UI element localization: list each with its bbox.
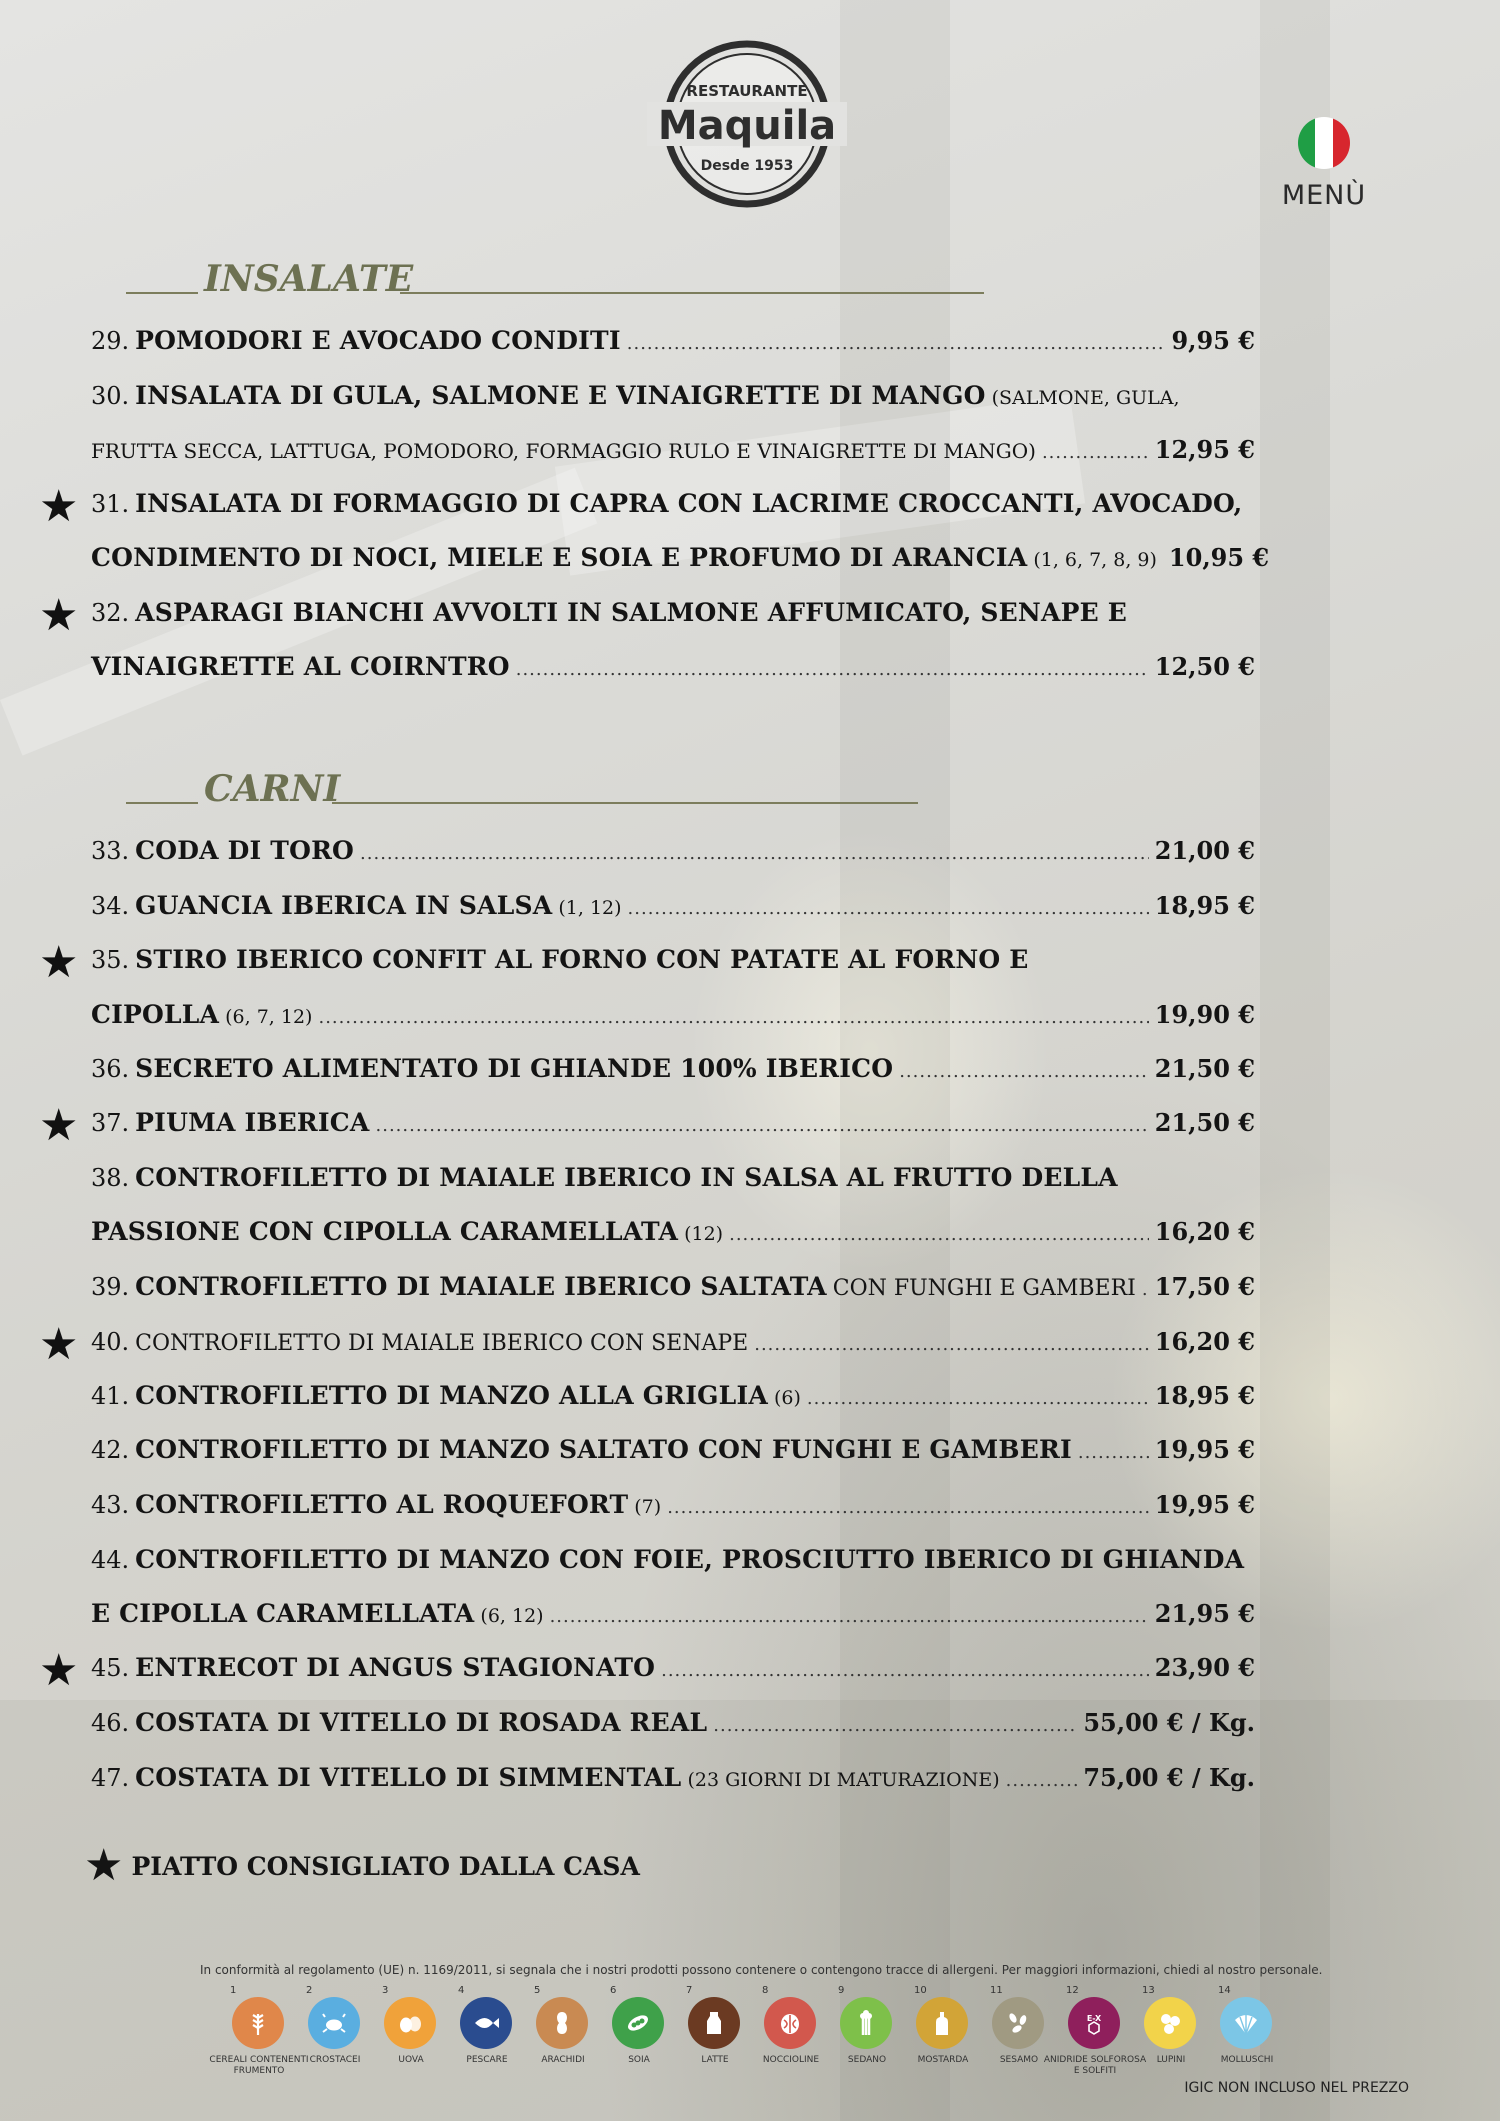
item-name: CONTROFILETTO DI MAIALE IBERICO CON SENAPE [135, 1331, 749, 1356]
menu-item-36: 36. SECRETO ALIMENTATO DI GHIANDE 100% IBERICO ..... 21,50 € [91, 1054, 1255, 1098]
peanut-icon [536, 1997, 588, 2049]
menu-item-41: 41. CONTROFILETTO DI MANZO ALLA GRIGLIA (6) ..... 18,95 € [91, 1381, 1255, 1425]
allergen-legal-notice: In conformità al regolamento (UE) n. 1169/2011, si segnala che i nostri prodotti possono contenere o contengono tracce di allergeni. Per maggiori informazioni, chiedi al nostro personale. [200, 1963, 1323, 1977]
menu-item-32-continuation [91, 652, 1255, 696]
fish-icon [460, 1997, 512, 2049]
item-name: CONTROFILETTO DI MANZO CON FOIE, PROSCIUTTO IBERICO DI GHIANDA [135, 1545, 1245, 1574]
house-note-text: PIATTO CONSIGLIATO DALLA CASA [131, 1851, 640, 1881]
item-name: POMODORI E AVOCADO CONDITI [135, 326, 621, 355]
restaurant-logo [647, 38, 847, 210]
allergen-name: SEDANO [847, 2055, 887, 2065]
item-name-continuation: E CIPOLLA CARAMELLATA [91, 1599, 475, 1628]
menu-item-30: 30. INSALATA DI GULA, SALMONE E VINAIGRETTE DI MANGO (SALMONE, GULA, [91, 381, 1180, 410]
menu-item-31: ★ 31. INSALATA DI FORMAGGIO DI CAPRA CON LACRIME CROCCANTI, AVOCADO, [39, 481, 1243, 532]
item-note: (23 GIORNI DI MATURAZIONE) [687, 1769, 1000, 1791]
item-note: (6) [773, 1387, 801, 1409]
menu-item-37: ★ 37. PIUMA IBERICA ..... 21,50 € [91, 1108, 1255, 1152]
tax-note: IGIC NON INCLUSO NEL PREZZO [1184, 2080, 1409, 2096]
star-icon: ★ [39, 481, 79, 532]
allergen-number: 3 [382, 1985, 389, 1996]
menu-item-44-continuation [91, 1599, 1255, 1643]
item-price: 23,90 € [1154, 1653, 1255, 1682]
item-note: (1, 6, 7, 8, 9) [1033, 549, 1157, 571]
menu-item-43: 43. CONTROFILETTO AL ROQUEFORT (7) ..... 19,95 € [91, 1490, 1255, 1534]
menu-item-39: 39. CONTROFILETTO DI MAIALE IBERICO SALTATA CON FUNGHI E GAMBERI ..... 17,50 € [91, 1272, 1255, 1316]
allergen-name: CROSTACEI [309, 2055, 361, 2065]
star-icon: ★ [84, 1840, 124, 1891]
item-price: 21,00 € [1154, 836, 1255, 865]
allergen-name: LUPINI [1156, 2055, 1186, 2065]
item-name: ENTRECOT DI ANGUS STAGIONATO [135, 1653, 656, 1682]
item-note: (6, 7, 12) [225, 1006, 313, 1028]
item-description: CON FUNGHI E GAMBERI [832, 1276, 1136, 1301]
allergen-number: 13 [1142, 1985, 1155, 1996]
allergen-number: 6 [610, 1985, 617, 1996]
allergen-name: PESCARE [466, 2055, 508, 2065]
item-description: FRUTTA SECCA, LATTUGA, POMODORO, FORMAGGIO RULO E VINAIGRETTE DI MANGO) [91, 439, 1036, 463]
item-name: GUANCIA IBERICA IN SALSA [135, 891, 553, 920]
item-name: COSTATA DI VITELLO DI ROSADA REAL [135, 1708, 708, 1737]
item-name: SECRETO ALIMENTATO DI GHIANDE 100% IBERICO [135, 1054, 894, 1083]
allergen-number: 12 [1066, 1985, 1079, 1996]
logo-name-text: Maquila [657, 103, 837, 149]
item-note: (1, 12) [558, 897, 622, 919]
soy-icon [612, 1997, 664, 2049]
allergen-legend [209, 1985, 1314, 2085]
item-name: CONTROFILETTO DI MAIALE IBERICO SALTATA [135, 1272, 827, 1301]
celery-icon [840, 1997, 892, 2049]
item-price: 16,20 € [1154, 1217, 1255, 1246]
sulphite-icon [1068, 1997, 1120, 2049]
item-price: 9,95 € [1171, 326, 1255, 355]
shell-icon [1220, 1997, 1272, 2049]
allergen-name: ANIDRIDE SOLFOROSA E SOLFITI [1043, 2055, 1147, 2076]
lupin-icon [1144, 1997, 1196, 2049]
item-name: CONTROFILETTO DI MANZO ALLA GRIGLIA [135, 1381, 768, 1410]
item-note: (SALMONE, GULA, [991, 387, 1180, 409]
allergen-name: SOIA [628, 2055, 650, 2065]
allergen-number: 11 [990, 1985, 1003, 1996]
menu-item-34: 34. GUANCIA IBERICA IN SALSA (1, 12) ..... 18,95 € [91, 891, 1255, 935]
language-menu-label[interactable]: MENÙ [1281, 180, 1367, 211]
item-name-continuation: CIPOLLA [91, 1000, 220, 1029]
item-name: PIUMA IBERICA [135, 1108, 370, 1137]
svg-text:E-X: E-X [1086, 2014, 1102, 2023]
logo-since-text: Desde 1953 [700, 158, 794, 174]
menu-item-29: 29. POMODORI E AVOCADO CONDITI ..... 9,95 € [91, 326, 1255, 370]
section-title: INSALATE [204, 258, 414, 300]
menu-item-45: ★ 45. ENTRECOT DI ANGUS STAGIONATO ..... 23,90 € [91, 1653, 1255, 1697]
menu-item-38: 38. CONTROFILETTO DI MAIALE IBERICO IN SALSA AL FRUTTO DELLA [91, 1163, 1118, 1192]
menu-item-46: 46. COSTATA DI VITELLO DI ROSADA REAL ..... 55,00 € / Kg. [91, 1708, 1255, 1752]
item-note: (7) [634, 1496, 662, 1518]
item-price: 18,95 € [1154, 891, 1255, 920]
item-name: CONTROFILETTO AL ROQUEFORT [135, 1490, 629, 1519]
crab-icon [308, 1997, 360, 2049]
star-icon: ★ [39, 937, 79, 988]
house-recommendation-legend [84, 1840, 640, 1891]
item-price: 21,50 € [1154, 1054, 1255, 1083]
item-price: 21,95 € [1154, 1599, 1255, 1628]
star-icon: ★ [39, 1100, 79, 1151]
item-name-continuation: VINAIGRETTE AL COIRNTRO [91, 652, 510, 681]
item-name: CONTROFILETTO DI MAIALE IBERICO IN SALSA AL FRUTTO DELLA [135, 1163, 1118, 1192]
item-price: 12,50 € [1154, 652, 1255, 681]
item-note: (6, 12) [480, 1605, 544, 1627]
item-price: 16,20 € [1154, 1327, 1255, 1356]
logo-top-text: RESTAURANTE [686, 82, 808, 100]
allergen-name: SESAMO [999, 2055, 1039, 2065]
item-price: 21,50 € [1154, 1108, 1255, 1137]
section-title: CARNI [204, 768, 341, 810]
allergen-number: 9 [838, 1985, 845, 1996]
allergen-number: 8 [762, 1985, 769, 1996]
item-price: 17,50 € [1154, 1272, 1255, 1301]
allergen-name: LATTE [701, 2055, 729, 2065]
item-price: 19,95 € [1154, 1435, 1255, 1464]
milk-icon [688, 1997, 740, 2049]
star-icon: ★ [39, 1319, 79, 1370]
menu-item-35: ★ 35. STIRO IBERICO CONFIT AL FORNO CON PATATE AL FORNO E [39, 937, 1029, 988]
item-note: (12) [684, 1223, 724, 1245]
item-name: ASPARAGI BIANCHI AVVOLTI IN SALMONE AFFUMICATO, SENAPE E [135, 598, 1127, 627]
menu-item-32: ★ 32. ASPARAGI BIANCHI AVVOLTI IN SALMONE AFFUMICATO, SENAPE E [39, 590, 1127, 641]
item-price: 19,90 € [1154, 1000, 1255, 1029]
item-name: INSALATA DI GULA, SALMONE E VINAIGRETTE DI MANGO [135, 381, 986, 410]
egg-icon [384, 1997, 436, 2049]
item-name: COSTATA DI VITELLO DI SIMMENTAL [135, 1763, 682, 1792]
menu-item-44: 44. CONTROFILETTO DI MANZO CON FOIE, PROSCIUTTO IBERICO DI GHIANDA [91, 1545, 1245, 1574]
menu-item-30-continuation [91, 435, 1255, 479]
allergen-name: MOSTARDA [917, 2055, 969, 2065]
italian-flag-icon[interactable] [1298, 117, 1350, 169]
item-price: 10,95 € [1168, 543, 1270, 572]
allergen-name: CEREALI CONTENENTI FRUMENTO [209, 2055, 309, 2076]
allergen-number: 14 [1218, 1985, 1231, 1996]
item-price: 18,95 € [1154, 1381, 1255, 1410]
allergen-number: 5 [534, 1985, 541, 1996]
item-name: CONTROFILETTO DI MANZO SALTATO CON FUNGHI E GAMBERI [135, 1435, 1072, 1464]
allergen-number: 7 [686, 1985, 693, 1996]
item-price: 12,95 € [1154, 435, 1255, 464]
item-price: 75,00 € / Kg. [1083, 1763, 1255, 1792]
menu-item-33: 33. CODA DI TORO ..... 21,00 € [91, 836, 1255, 880]
menu-item-31-continuation [91, 543, 1270, 587]
nut-icon [764, 1997, 816, 2049]
star-icon: ★ [39, 590, 79, 641]
sesame-icon [992, 1997, 1044, 2049]
allergen-number: 10 [914, 1985, 927, 1996]
mustard-icon [916, 1997, 968, 2049]
allergen-name: ARACHIDI [541, 2055, 585, 2065]
item-name-continuation: PASSIONE CON CIPOLLA CARAMELLATA [91, 1217, 679, 1246]
item-price: 19,95 € [1154, 1490, 1255, 1519]
star-icon: ★ [39, 1645, 79, 1696]
menu-item-40: ★ 40. CONTROFILETTO DI MAIALE IBERICO CON SENAPE ..... 16,20 € [91, 1327, 1255, 1371]
allergen-name: MOLLUSCHI [1220, 2055, 1274, 2065]
allergen-name: NOCCIOLINE [762, 2055, 820, 2065]
allergen-name: UOVA [398, 2055, 424, 2065]
menu-item-35-continuation [91, 1000, 1255, 1044]
allergen-number: 4 [458, 1985, 465, 1996]
item-name: INSALATA DI FORMAGGIO DI CAPRA CON LACRIME CROCCANTI, AVOCADO, [135, 489, 1243, 518]
item-name: CODA DI TORO [135, 836, 355, 865]
item-name: STIRO IBERICO CONFIT AL FORNO CON PATATE AL FORNO E [135, 945, 1029, 974]
wheat-icon [232, 1997, 284, 2049]
item-name-continuation: CONDIMENTO DI NOCI, MIELE E SOIA E PROFUMO DI ARANCIA [91, 543, 1028, 572]
item-price: 55,00 € / Kg. [1083, 1708, 1255, 1737]
menu-item-38-continuation [91, 1217, 1255, 1261]
allergen-number: 1 [230, 1985, 237, 1996]
allergen-number: 2 [306, 1985, 313, 1996]
menu-item-47: 47. COSTATA DI VITELLO DI SIMMENTAL (23 GIORNI DI MATURAZIONE) ..... 75,00 € / Kg. [91, 1763, 1255, 1807]
menu-item-42: 42. CONTROFILETTO DI MANZO SALTATO CON FUNGHI E GAMBERI ..... 19,95 € [91, 1435, 1255, 1479]
